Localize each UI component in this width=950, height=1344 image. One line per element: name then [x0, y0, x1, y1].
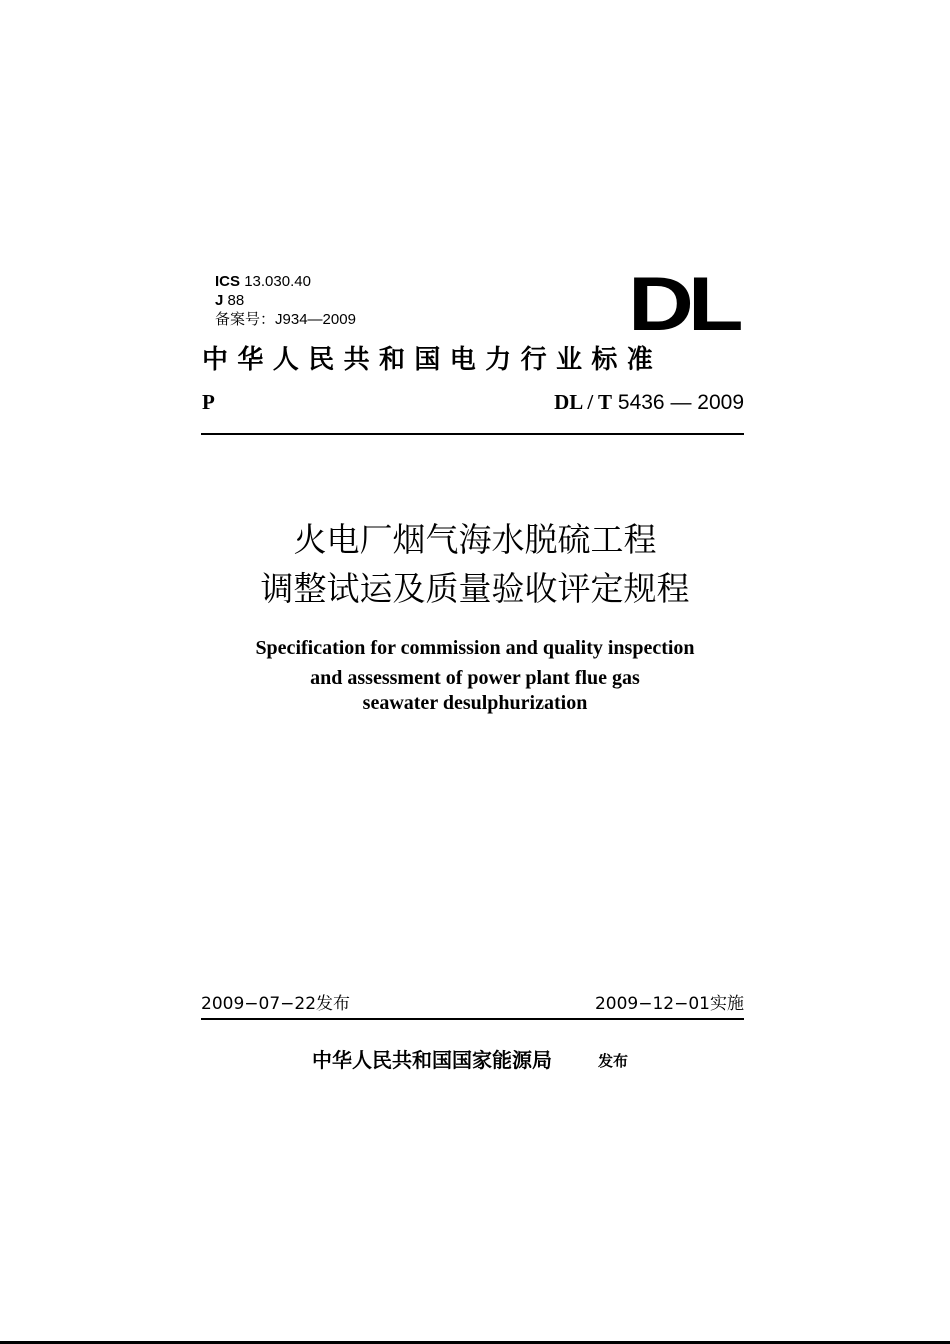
title-en-line1: Specification for commission and quality inspection — [255, 637, 695, 659]
industry-standard-title: 中华人民共和国电力行业标准 — [202, 345, 663, 375]
dl-logo: DL — [628, 262, 738, 347]
ccs-label: J — [215, 292, 224, 309]
standard-number — [554, 389, 744, 416]
ics-value: 13.030.40 — [244, 273, 311, 290]
ccs-value: 88 — [227, 292, 245, 309]
category-code: P — [202, 390, 215, 414]
ics-label: ICS — [215, 273, 241, 290]
record-number — [215, 310, 356, 329]
issue-date: 2009−07−22发布 — [201, 994, 351, 1014]
ccs-code — [215, 291, 244, 310]
title-en-line2: and assessment of power plant flue gas — [310, 667, 640, 689]
record-value: J934—2009 — [275, 311, 356, 328]
title-en-line3: seawater desulphurization — [362, 692, 588, 714]
implement-date: 2009−12−01实施 — [594, 994, 744, 1014]
title-cn-line1: 火电厂烟气海水脱硫工程 — [293, 520, 657, 559]
standard-number-value: 5436 — 2009 — [617, 391, 744, 414]
top-divider — [201, 433, 744, 435]
bottom-divider — [201, 1018, 744, 1020]
ics-code — [215, 272, 311, 291]
publisher-name: 中华人民共和国国家能源局 — [312, 1048, 552, 1072]
standard-number-prefix: DL / T — [554, 390, 613, 414]
title-cn-line2: 调整试运及质量验收评定规程 — [260, 569, 690, 608]
record-label: 备案号： — [215, 311, 276, 328]
publisher-action: 发布 — [598, 1052, 629, 1070]
